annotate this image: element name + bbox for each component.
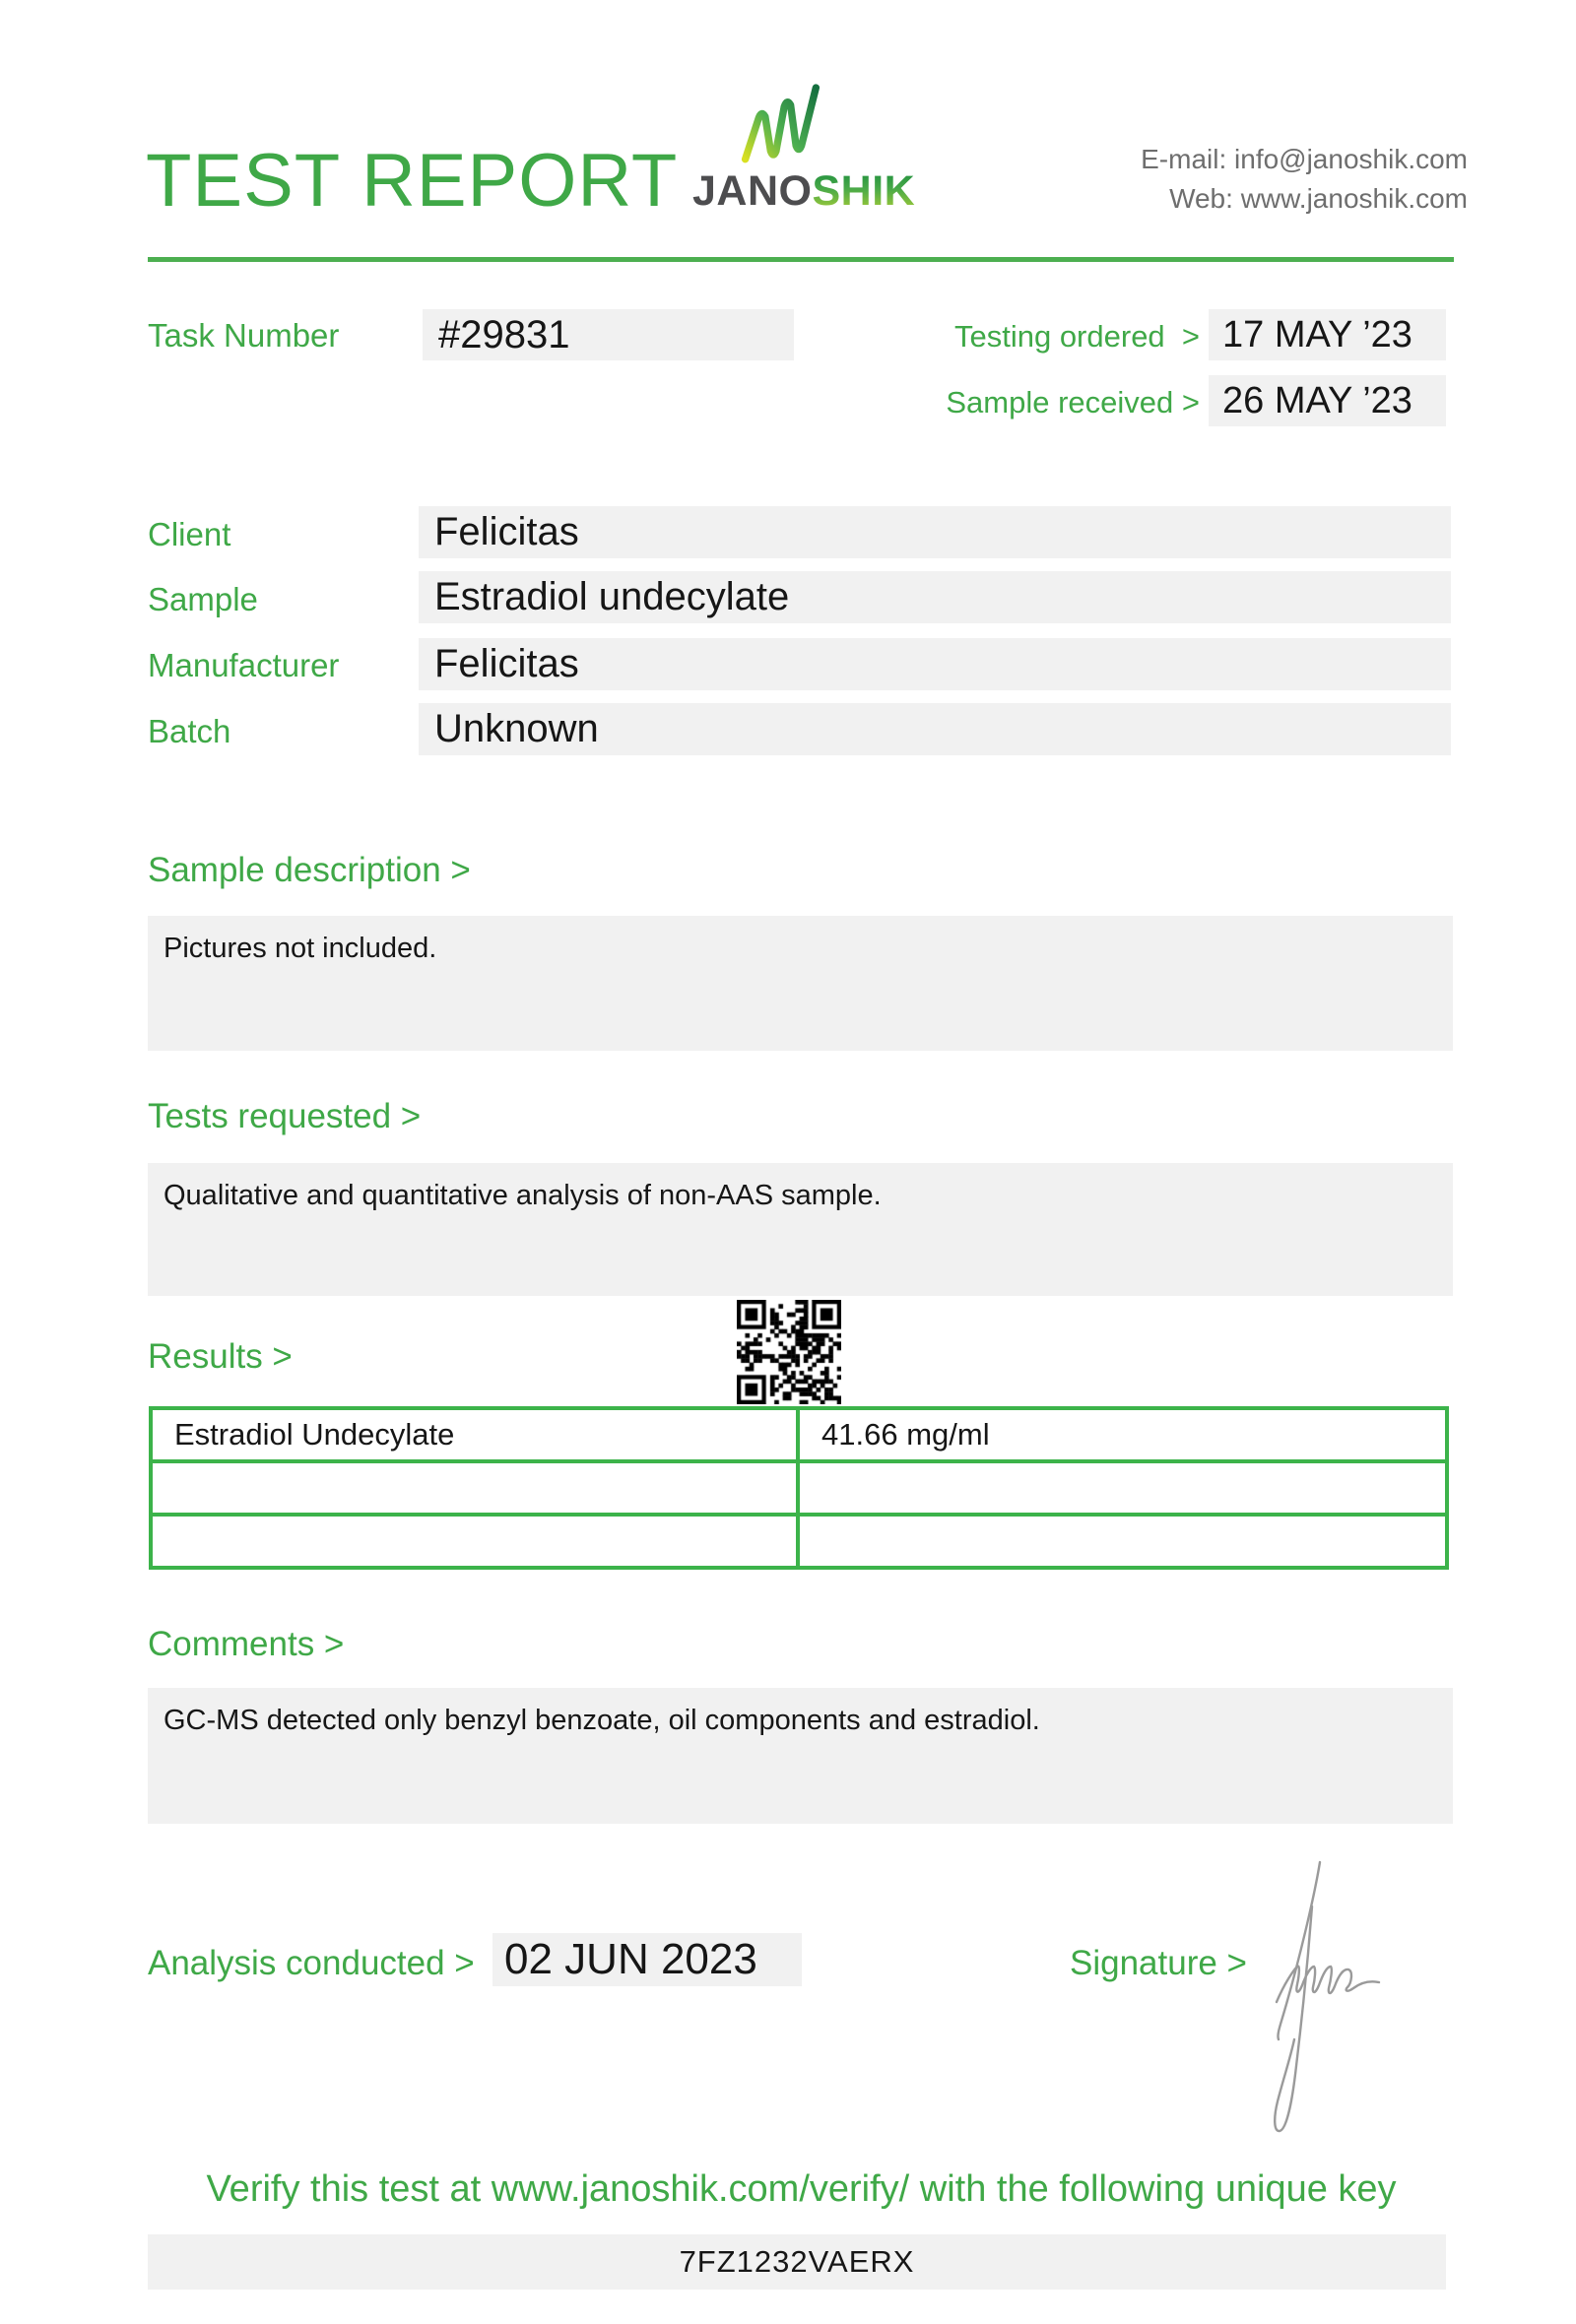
results-table xyxy=(149,1406,1449,1570)
contact-web: Web: www.janoshik.com xyxy=(1169,183,1468,214)
testing-ordered-label: Testing ordered > xyxy=(953,319,1200,354)
tests-requested-heading: Tests requested > xyxy=(148,1097,422,1135)
result-name-cell xyxy=(151,1461,798,1515)
tests-requested-box: Qualitative and quantitative analysis of non-AAS sample. xyxy=(148,1163,1453,1296)
sample-received-label: Sample received > xyxy=(946,385,1200,420)
signature-label: Signature > xyxy=(1070,1944,1247,1982)
result-row xyxy=(151,1408,1447,1461)
batch-field: Unknown xyxy=(419,703,1451,755)
result-row xyxy=(151,1461,1447,1515)
contact-block xyxy=(1141,140,1468,219)
contact-email: E-mail: info@janoshik.com xyxy=(1141,144,1468,174)
brand-shik: SHIK xyxy=(812,167,916,215)
client-label: Client xyxy=(148,516,231,552)
verify-text: Verify this test at www.janoshik.com/verify/ with the following unique key xyxy=(206,2168,1397,2210)
comments-box: GC-MS detected only benzyl benzoate, oil components and estradiol. xyxy=(148,1688,1453,1824)
result-value-cell: 41.66 mg/ml xyxy=(798,1408,1447,1461)
qr-code xyxy=(737,1300,841,1404)
manufacturer-label: Manufacturer xyxy=(148,647,340,683)
brand-jano: JANO xyxy=(692,167,813,215)
testing-ordered-field: 17 MAY ’23 xyxy=(1209,309,1446,360)
comments-heading: Comments > xyxy=(148,1625,345,1663)
sample-field: Estradiol undecylate xyxy=(419,571,1451,623)
janoshik-logo-text xyxy=(692,167,915,216)
analysis-conducted-label: Analysis conducted > xyxy=(148,1944,475,1982)
result-row xyxy=(151,1515,1447,1568)
task-number-field: #29831 xyxy=(423,309,794,360)
results-heading: Results > xyxy=(148,1337,293,1376)
sample-description-box: Pictures not included. xyxy=(148,916,1453,1051)
result-name-cell xyxy=(151,1515,798,1568)
result-name-cell: Estradiol Undecylate xyxy=(151,1408,798,1461)
result-value-cell xyxy=(798,1461,1447,1515)
page-title: TEST REPORT xyxy=(146,139,679,223)
analysis-conducted-field: 02 JUN 2023 xyxy=(492,1933,802,1986)
signature-image xyxy=(1265,1838,1393,2143)
sample-description-heading: Sample description > xyxy=(148,851,471,889)
sample-received-field: 26 MAY ’23 xyxy=(1209,375,1446,426)
sample-label: Sample xyxy=(148,581,258,617)
client-field: Felicitas xyxy=(419,506,1451,558)
manufacturer-field: Felicitas xyxy=(419,638,1451,690)
result-value-cell xyxy=(798,1515,1447,1568)
verify-key-box: 7FZ1232VAERX xyxy=(148,2234,1446,2290)
janoshik-logo-icon xyxy=(741,81,831,163)
header-divider xyxy=(148,257,1454,262)
batch-label: Batch xyxy=(148,713,231,749)
task-number-label: Task Number xyxy=(148,317,340,354)
